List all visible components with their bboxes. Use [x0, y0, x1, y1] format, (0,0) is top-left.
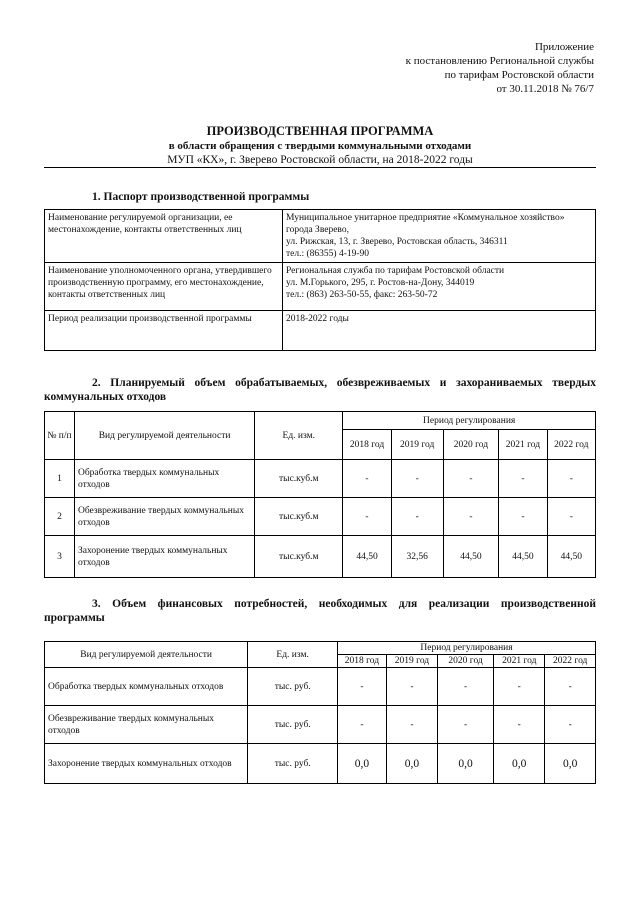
- header-year: 2020 год: [438, 655, 494, 668]
- header-num: № п/п: [45, 412, 75, 460]
- table-row: [45, 498, 596, 536]
- row-value: -: [338, 706, 387, 744]
- passport-value: [283, 210, 596, 263]
- title-organization: МУП «КХ», г. Зверево Ростовской области, на 2018-2022 годы: [167, 154, 473, 166]
- passport-value: [283, 263, 596, 311]
- header-unit: Ед. изм.: [255, 412, 343, 460]
- row-value: -: [499, 460, 547, 498]
- row-value: 44,50: [499, 536, 547, 578]
- row-value: -: [494, 706, 545, 744]
- row-value: -: [443, 498, 499, 536]
- section1-title: 1. Паспорт производственной программы: [92, 191, 310, 203]
- section2-title: 2. Планируемый объем обрабатываемых, обезвреживаемых и захораниваемых твердых коммунальных отходов: [44, 377, 596, 403]
- passport-table: [44, 209, 596, 351]
- finance-table: [44, 641, 596, 784]
- row-activity: Обезвреживание твердых коммунальных отходов: [74, 498, 254, 536]
- passport-value-line: тел.: (86355) 4-19-90: [286, 249, 370, 259]
- row-unit: тыс. руб.: [248, 668, 338, 706]
- row-value: 0,0: [338, 744, 387, 784]
- row-value: 32,56: [391, 536, 443, 578]
- row-value: -: [499, 498, 547, 536]
- row-value: -: [494, 668, 545, 706]
- row-unit: тыс. руб.: [248, 744, 338, 784]
- table-row: [45, 744, 596, 784]
- passport-value-line: ул. Рижская, 13, г. Зверево, Ростовская область, 346311: [286, 237, 508, 247]
- header-year: 2018 год: [338, 655, 387, 668]
- row-value: 0,0: [386, 744, 437, 784]
- header-year: 2019 год: [391, 430, 443, 460]
- passport-value-line: ул. М.Горького, 295, г. Ростов-на-Дону, 344019: [286, 278, 475, 288]
- header-unit: Ед. изм.: [248, 642, 338, 668]
- row-value: 44,50: [343, 536, 391, 578]
- row-unit: тыс. руб.: [248, 706, 338, 744]
- header-period: Период регулирования: [343, 412, 596, 430]
- row-activity: Обезвреживание твердых коммунальных отходов: [45, 706, 248, 744]
- row-value: -: [391, 460, 443, 498]
- table-row: [45, 668, 596, 706]
- table-row: [45, 536, 596, 578]
- header-period: Период регулирования: [338, 642, 596, 655]
- table-row: [45, 263, 596, 311]
- title-main: ПРОИЗВОДСТВЕННАЯ ПРОГРАММА: [206, 124, 434, 138]
- row-num: 1: [45, 460, 75, 498]
- passport-value-line: тел.: (863) 263-50-55, факс: 263-50-72: [286, 290, 438, 300]
- table-header-row: [45, 412, 596, 430]
- table-row: [45, 311, 596, 351]
- row-value: 44,50: [443, 536, 499, 578]
- passport-label: Наименование уполномоченного органа, утвердившего производственную программу, его местонахождение, контакты ответственных лиц: [45, 263, 283, 311]
- passport-label: Период реализации производственной программы: [45, 311, 283, 351]
- appendix-line: по тарифам Ростовской области: [444, 69, 594, 81]
- appendix-header: [334, 40, 594, 96]
- title-subtitle: в области обращения с твердыми коммунальными отходами: [168, 140, 472, 152]
- row-activity: Захоронение твердых коммунальных отходов: [74, 536, 254, 578]
- header-year: 2022 год: [545, 655, 596, 668]
- row-value: -: [438, 706, 494, 744]
- appendix-line: Приложение: [534, 41, 594, 53]
- header-year: 2018 год: [343, 430, 391, 460]
- table-row: [45, 210, 596, 263]
- row-value: -: [386, 706, 437, 744]
- row-value: 0,0: [494, 744, 545, 784]
- row-value: -: [547, 460, 595, 498]
- row-activity: Обработка твердых коммунальных отходов: [45, 668, 248, 706]
- table-row: [45, 706, 596, 744]
- header-year: 2020 год: [443, 430, 499, 460]
- appendix-line: от 30.11.2018 № 76/7: [496, 83, 594, 95]
- header-activity: Вид регулируемой деятельности: [45, 642, 248, 668]
- row-num: 3: [45, 536, 75, 578]
- row-value: -: [338, 668, 387, 706]
- title-divider: [44, 167, 596, 168]
- row-value: 44,50: [547, 536, 595, 578]
- row-unit: тыс.куб.м: [255, 536, 343, 578]
- volume-table: [44, 411, 596, 578]
- section3-title: 3. Объем финансовых потребностей, необходимых для реализации производственной программы: [44, 598, 596, 624]
- row-value: 0,0: [545, 744, 596, 784]
- passport-label: Наименование регулируемой организации, ее местонахождение, контакты ответственных лиц: [45, 210, 283, 263]
- appendix-line: к постановлению Региональной службы: [405, 55, 594, 67]
- row-value: -: [545, 668, 596, 706]
- passport-value: [283, 311, 596, 351]
- header-year: 2021 год: [494, 655, 545, 668]
- header-year: 2022 год: [547, 430, 595, 460]
- row-unit: тыс.куб.м: [255, 460, 343, 498]
- row-value: -: [343, 498, 391, 536]
- row-activity: Захоронение твердых коммунальных отходов: [45, 744, 248, 784]
- row-unit: тыс.куб.м: [255, 498, 343, 536]
- passport-value-line: Региональная служба по тарифам Ростовской области: [286, 266, 505, 276]
- header-activity: Вид регулируемой деятельности: [74, 412, 254, 460]
- row-value: -: [545, 706, 596, 744]
- header-year: 2019 год: [386, 655, 437, 668]
- row-value: -: [438, 668, 494, 706]
- row-value: -: [547, 498, 595, 536]
- row-value: 0,0: [438, 744, 494, 784]
- header-year: 2021 год: [499, 430, 547, 460]
- row-value: -: [343, 460, 391, 498]
- row-num: 2: [45, 498, 75, 536]
- table-header-row: [45, 642, 596, 655]
- passport-value-line: Муниципальное унитарное предприятие «Коммунальное хозяйство» города Зверево,: [286, 213, 565, 235]
- document-title: [44, 124, 596, 167]
- passport-value-line: 2018-2022 годы: [286, 314, 349, 324]
- table-row: [45, 460, 596, 498]
- row-value: -: [391, 498, 443, 536]
- row-value: -: [443, 460, 499, 498]
- row-activity: Обработка твердых коммунальных отходов: [74, 460, 254, 498]
- row-value: -: [386, 668, 437, 706]
